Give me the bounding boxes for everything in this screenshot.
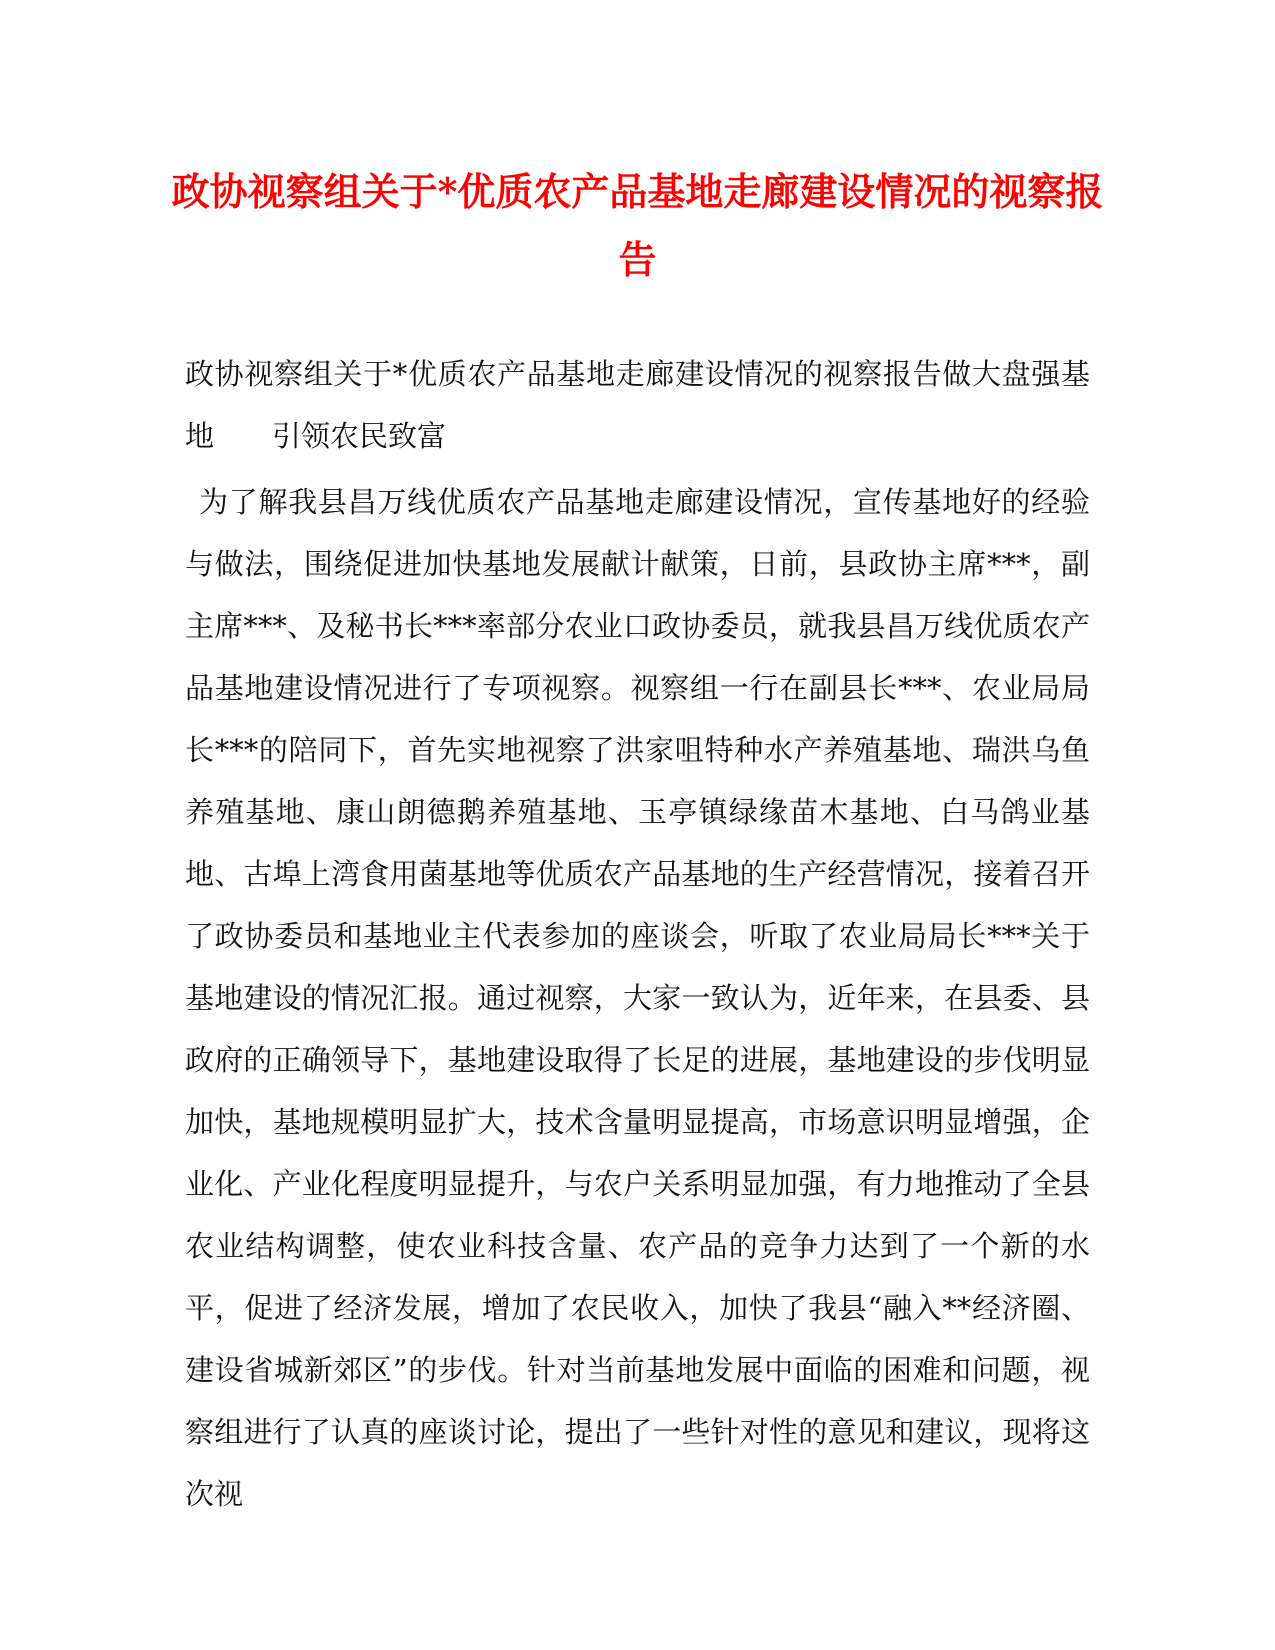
lead-paragraph [185,343,1090,467]
body-paragraph: 为了解我县昌万线优质农产品基地走廊建设情况，宣传基地好的经验与做法，围绕促进加快基地发展献计献策，日前，县政协主席***，副主席***、及秘书长***率部分农业口政协委员，就我县昌万线优质农产品基地建设情况进行了专项视察。视察组一行在副县长***、农业局局长***的陪同下，首先实地视察了洪家咀特种水产养殖基地、瑞洪乌鱼养殖基地、康山朗德鹅养殖基地、玉亭镇绿缘苗木基地、白马鸽业基地、古埠上湾食用菌基地等优质农产品基地的生产经营情况，接着召开了政协委员和基地业主代表参加的座谈会，听取了农业局局长***关于基地建设的情况汇报。通过视察，大家一致认为，近年来，在县委、县政府的正确领导下，基地建设取得了长足的进展，基地建设的步伐明显加快，基地规模明显扩大，技术含量明显提高，市场意识明显增强，企业化、产业化程度明显提升，与农户关系明显加强，有力地推动了全县农业结构调整，使农业科技含量、农产品的竞争力达到了一个新的水平，促进了经济发展，增加了农民收入，加快了我县“融入**经济圈、建设省城新郊区”的步伐。针对当前基地发展中面临的困难和问题，视察组进行了认真的座谈讨论，提出了一些针对性的意见和建议，现将这次视 [185,485,1090,1511]
lead-text: 政协视察组关于*优质农产品基地走廊建设情况的视察报告做大盘强基地 [185,357,1090,453]
document-title: 政协视察组关于*优质农产品基地走廊建设情况的视察报告 [171,169,1104,282]
lead-subtitle: 引领农民致富 [272,419,447,453]
